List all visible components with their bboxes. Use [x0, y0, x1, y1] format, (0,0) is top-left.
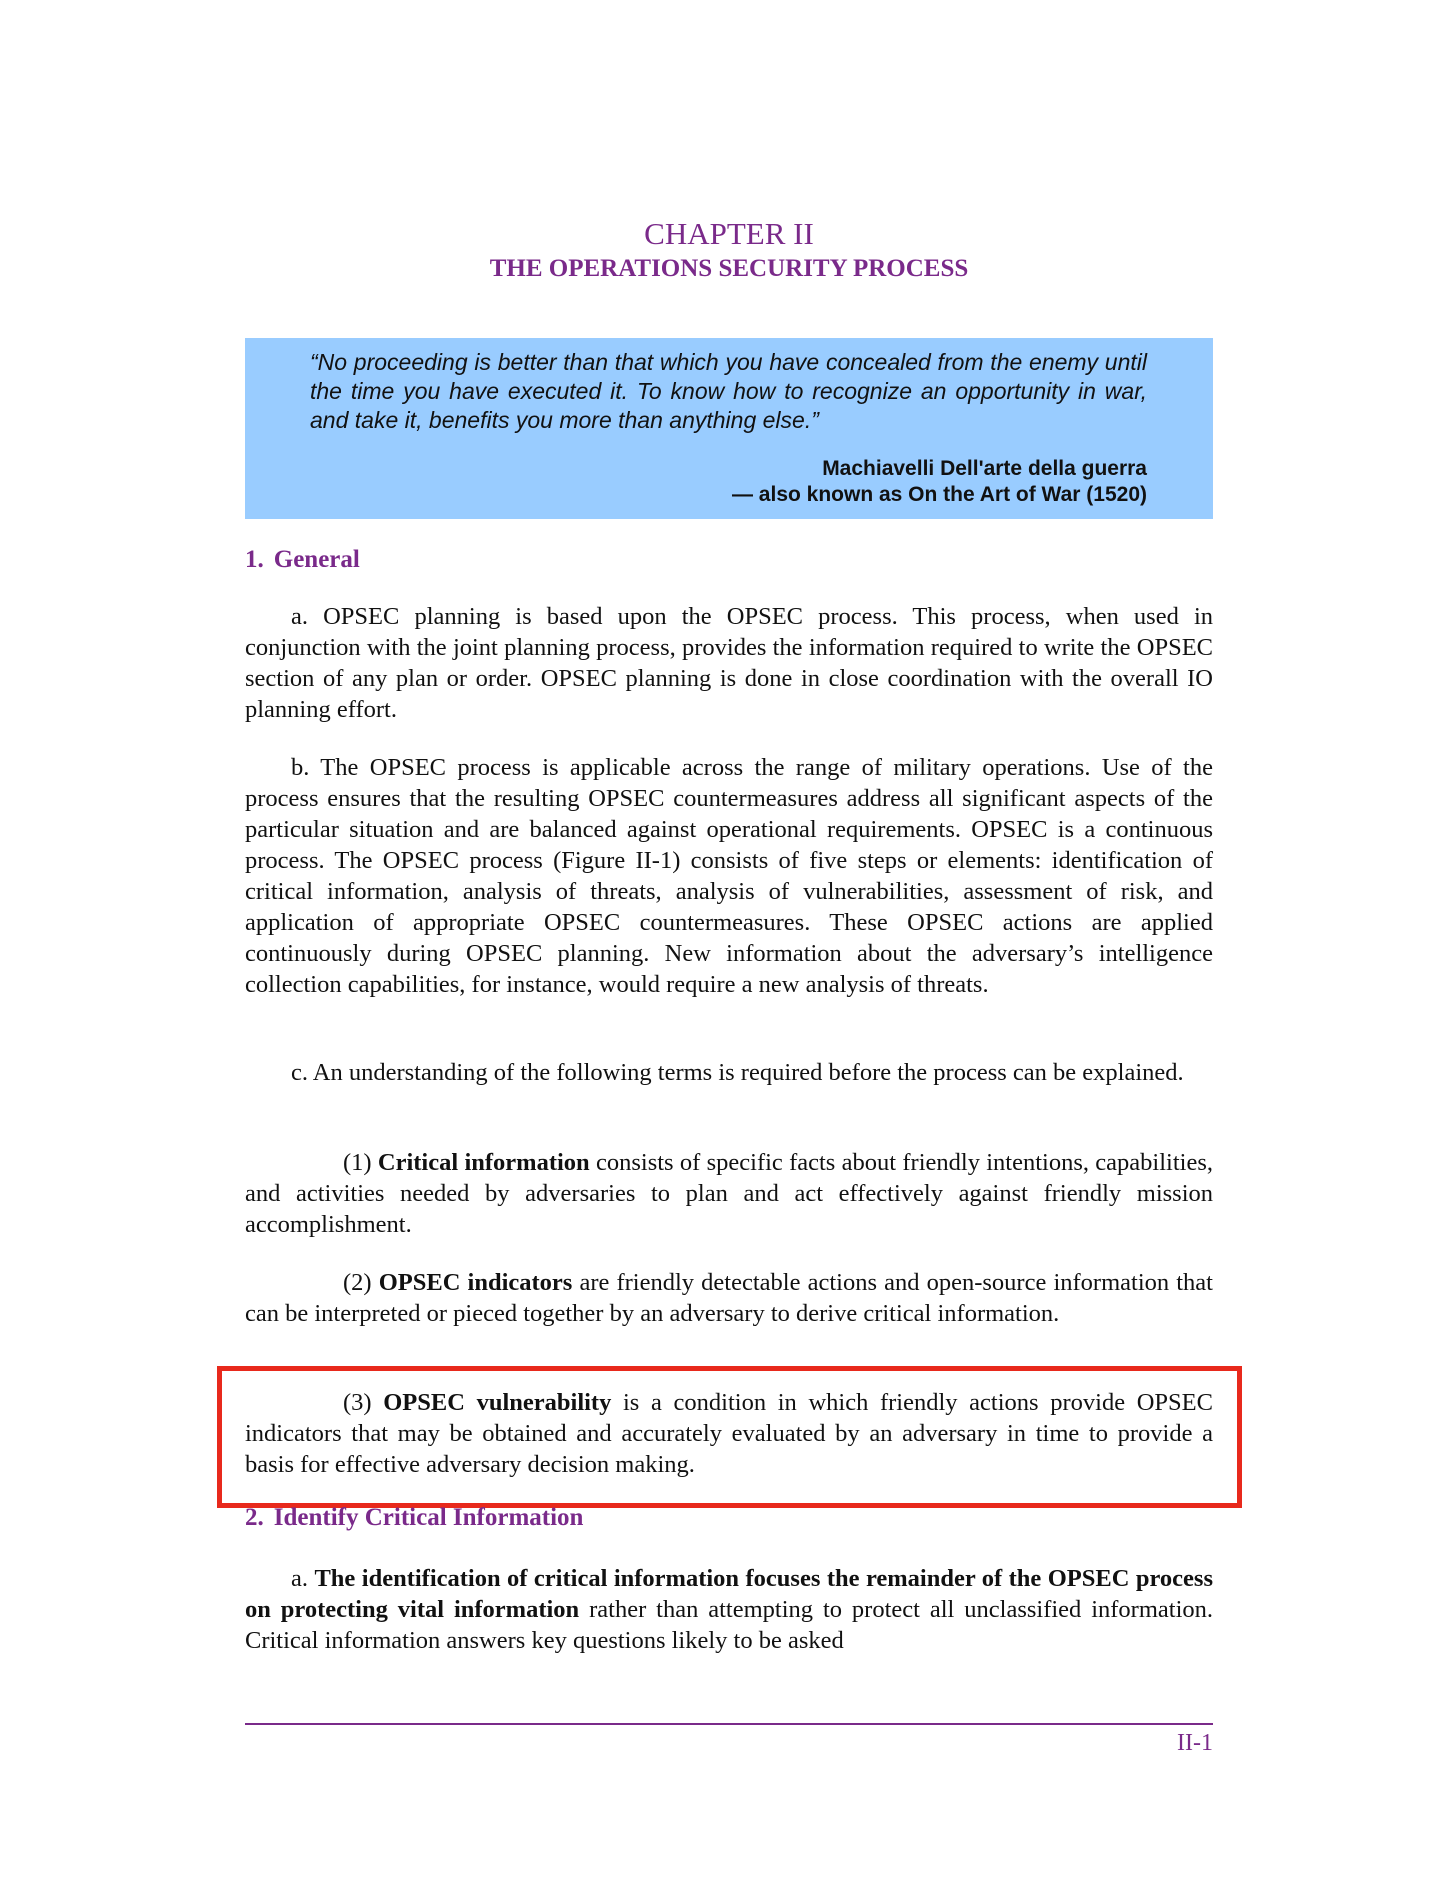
quote-attribution [310, 456, 1147, 508]
para-label: a. [291, 603, 308, 630]
section-1-title: General [273, 546, 360, 573]
page-number: II-1 [1177, 1730, 1213, 1756]
para-label: a. [291, 1565, 308, 1592]
term-label: (2) [343, 1269, 372, 1296]
para-text: The OPSEC process is applicable across the range of military operations. Use of the process ensures that the resulting OPSEC countermeasures address all significant aspects of the particular situation and are balanced against operational requirements. OPSEC is a continuous process. The OPSEC process (Figure II-1) consists of five steps or elements: identification of critical information, analysis of threats, analysis of vulnerabilities, assessment of risk, and application of appropriate OPSEC countermeasures. These OPSEC actions are applied continuously during OPSEC planning. New information about the adversary’s intelligence collection capabilities, for instance, would require a new analysis of threats. [245, 754, 1213, 998]
quote-box [245, 338, 1213, 519]
term-name: OPSEC vulnerability [383, 1389, 612, 1416]
section-2-title: Identify Critical Information [273, 1504, 584, 1531]
para-label: c. [291, 1059, 308, 1086]
para-text: rather than attempting to protect all unclassified information. Critical information answers key questions likely to be asked [245, 1596, 1214, 1654]
section-2-heading [245, 1503, 583, 1533]
chapter-title: THE OPERATIONS SECURITY PROCESS [489, 255, 969, 282]
section-2-para-a [245, 1563, 1213, 1656]
term-name: Critical information [377, 1149, 590, 1176]
term-definition: is a condition in which friendly actions provide OPSEC indicators that may be obtained and accurately evaluated by an adversary in time to provide a basis for effective adversary decision making. [245, 1389, 1213, 1478]
term-label: (3) [343, 1389, 372, 1416]
section-1-number: 1. [245, 546, 264, 573]
para-label: b. [291, 754, 310, 781]
quote-attribution-line2: — also known as On the Art of War (1520) [731, 483, 1147, 506]
quote-attribution-line1: Machiavelli Dell'arte della guerra [822, 457, 1147, 480]
quote-text: “No proceeding is better than that which you have concealed from the enemy until the time you have executed it. To know how to recognize an opportunity in war, and take it, benefits you more than anything else.” [310, 349, 1147, 433]
para-text: OPSEC planning is based upon the OPSEC process. This process, when used in conjunction with the joint planning process, provides the information required to write the OPSEC section of any plan or order. OPSEC planning is done in close coordination with the overall IO planning effort. [245, 603, 1213, 723]
footer-rule [245, 1723, 1213, 1725]
term-name: OPSEC indicators [378, 1269, 573, 1296]
term-label: (1) [343, 1149, 372, 1176]
para-bold-text: The identification of critical information focuses the remainder of the OPSEC process on protecting vital information [245, 1565, 1214, 1623]
section-1-heading [245, 545, 360, 575]
section-1-para-c [245, 1057, 1213, 1088]
term-opsec-indicators [245, 1267, 1213, 1329]
term-definition: are friendly detectable actions and open-source information that can be interpreted or pieced together by an adversary to derive critical information. [245, 1269, 1213, 1327]
chapter-number: CHAPTER II [644, 216, 814, 251]
section-2-number: 2. [245, 1504, 264, 1531]
section-1-para-b [245, 752, 1213, 1000]
term-definition: consists of specific facts about friendly intentions, capabilities, and activities needed by adversaries to plan and act effectively against friendly mission accomplishment. [245, 1149, 1213, 1238]
para-text: An understanding of the following terms is required before the process can be explained. [312, 1059, 1184, 1086]
section-1-para-a [245, 601, 1213, 725]
chapter-heading [245, 215, 1213, 285]
highlight-box [217, 1366, 1242, 1508]
term-critical-information [245, 1147, 1213, 1240]
